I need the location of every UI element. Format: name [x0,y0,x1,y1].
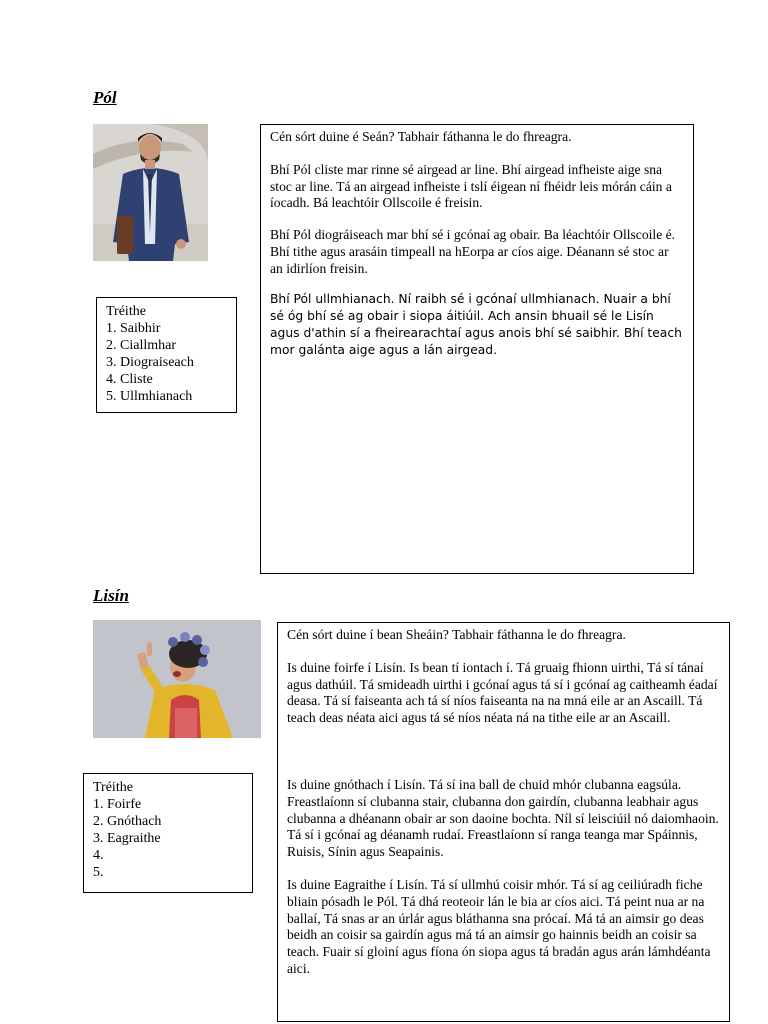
answer-paragraph: Is duine foirfe í Lisín. Is bean tí iontach í. Tá gruaig fhionn uirthi, Tá sí tánaí agus dathúil. Tá smideadh uirthi i gcónaí agus tá sí i gcónaí ag caitheamh éadaí deasa. Tá sí faiseanta ach tá sí níos faiseanta na na mná eile ar an Ascaill. Tá teach deas néata aici agus tá sé níos néata ná na tithe eile ar an Ascaill. [287,659,718,726]
answer-paragraph: Bhí Pól ullmhianach. Ní raibh sé i gcónaí ullmhianach. Nuair a bhí sé óg bhí sé ag obair i siopa áitiúil. Ach ansin bhuail sé le Lisín agus d'athin sí a fheirearachtaí agus anois bhí sé saibhir. Bhí teach mor galánta aige agus a lán airgead. [270,291,682,357]
answer-paragraph: Bhí Pól diográiseach mar bhí sé i gcónaí ag obair. Ba léachtóir Ollscoile é. Bhí tithe agus arasáin timpeall na hEorpa ar cíos aige. Déanann sé stoc ar an idirlíon freisin. [270,227,676,276]
pol-heading: Pól [93,88,117,107]
traits-heading: Tréithe [106,304,146,319]
trait-item: 5. [93,865,104,880]
trait-item: 4. [93,848,104,863]
question-text: Cén sórt duine é Seán? Tabhair fáthanna le do fhreagra. [270,129,572,144]
trait-item: 2. Ciallmhar [106,338,176,353]
lisin-heading: Lisín [93,586,129,605]
answer-paragraph: Is duine Eagraithe í Lisín. Tá sí ullmhú coisir mhór. Tá sí ag ceiliúradh fiche bliain pósadh le Pól. Tá dhá reoteoir lán le bia ar cíos aici. Tá peint nua ar na ballaí, Tá snas ar an úrlár agus bláthanna sna prócaí. Má tá an aimsir go deas beidh an coisir sa gairdín agus má tá an aimsir go hainnis beidh an coisir sa teach. Fuair sí gloiní agus fíona ón siopa agus tá bradán agus arán lámhdéanta aici. [287,876,711,976]
traits-heading: Tréithe [93,780,133,795]
answer-paragraph: Bhí Pól cliste mar rinne sé airgead ar line. Bhí airgead infheiste aige sna stoc ar line. Tá an airgead infheiste i tslí éigean ní fhéidr leis mórán cáin a íocadh. Bá leachtóir Ollscoile é freisin. [270,161,672,211]
answer-paragraph: Is duine gnóthach í Lisín. Tá sí ina ball de chuid mhór clubanna eagsúla. Freastlaíonn sí clubanna stair, clubanna don gairdín, clubanna leabhair agus clubanna a dhéanann obair ar son daoine bochta. Níl sí leisciúil nó daiomhaoin. Tá sí i gcónaí ag déanamh rudaí. Freastlaíonn sí ranga teanga mar Spáinnis, Ruisis, Sínin agus Seapainis. [287,776,719,860]
pol-answer-box [260,124,694,574]
pol-traits-box [96,297,237,413]
trait-item: 1. Foirfe [93,797,142,812]
trait-item: 5. Ullmhianach [106,389,193,404]
trait-item: 4. Cliste [106,372,153,387]
lisin-traits-box [83,773,253,893]
trait-item: 3. Eagraithe [93,831,161,846]
question-text: Cén sórt duine í bean Sheáin? Tabhair fáthanna le do fhreagra. [287,627,626,642]
trait-item: 1. Saibhir [106,321,161,336]
lisin-answer-box [277,622,730,1022]
angry-woman-photo [93,620,261,738]
trait-item: 2. Gnóthach [93,814,162,829]
businessman-photo [93,124,208,261]
trait-item: 3. Diograiseach [106,355,194,370]
